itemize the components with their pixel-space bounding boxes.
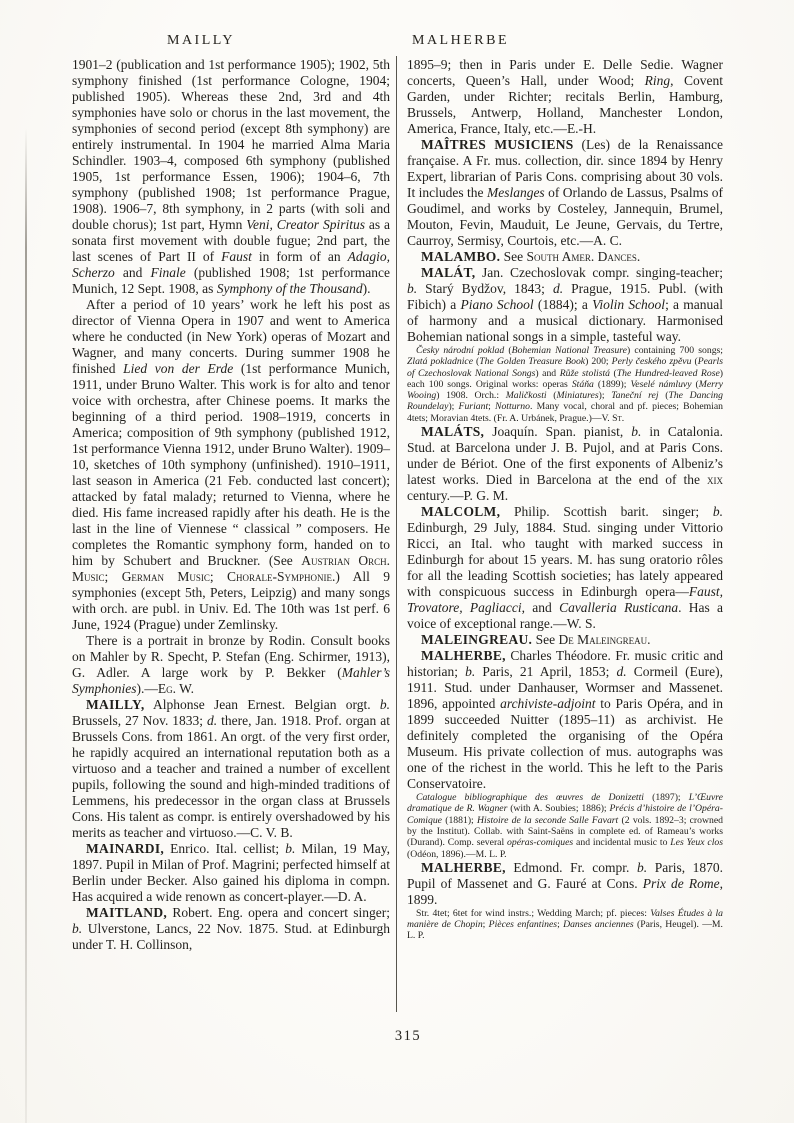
entry-malherbe-edmond: MALHERBE, Edmond. Fr. compr. b. Paris, 1870. Pupil of Massenet and G. Fauré at Cons. Prix de Rome, 1899. — [407, 859, 724, 907]
binding-gutter-shadow — [25, 128, 27, 1123]
page-number: 315 — [394, 1028, 422, 1044]
entry-malherbe-charles: MALHERBE, Charles Théodore. Fr. music critic and historian; b. Paris, 21 April, 1853; d. Cormeil (Eure), 1911. Stud. under Danhauser, Wormser and Massenet. 1896, appointed archiviste-adjoint to Paris Opéra, and in 1899 succeeded Nuitter (1895–11) as archivist. He definitely completed the organising of the Opéra Museum. His private collection of mus. autographs was one of the richest in the world. This he left to the Paris Conservatoire. — [407, 648, 723, 792]
entry-maitland: MAITLAND, Robert. Eng. opera and concert singer; b. Ulverstone, Lancs, 22 Nov. 1875. Stud. at Edinburgh under T. H. Collinson, — [72, 905, 390, 952]
text-column-left — [72, 57, 390, 953]
entry-maitres-musiciens: MAÎTRES MUSICIENS (Les) de la Renaissance française. A Fr. mus. collection, dir. since 1894 by Henry Expert, librarian of Paris Cons. comprising about 30 vols. It includes the Meslanges of Orlando de Lassus, Psalms of Goudimel, and works by Costeley, Jannequin, Brumel, Mouton, Fevin, Mauduit, Le Jeune, Gervais, du Tertre, Caurroy, Sermisy, Courtois, etc.—A. C. — [407, 137, 723, 248]
entry-malats: MALÁTS, Joaquín. Span. pianist, b. in Catalonia. Stud. at Barcelona under J. B. Pujol, and at Paris Cons. under de Bériot. One of the first exponents of Albeniz’s latest works. Died in Barcelona at the end of the xix century.—P. G. M. — [407, 424, 723, 504]
malat-works-small-print: Česky národní poklad (Bohemian National Treasure) containing 700 songs; Zlatá pokladnice (The Golden Treasure Book) 200; Perly českého zpěvu (Pearls of Czechoslovak National Songs) and Růže stolistá (The Hundred-leaved Rose) each 100 songs. Original works: operas Stáňa (1899); Veselé námluvy (Merry Wooing) 1908. Orch.: Maličkosti (Miniatures); Taneční rej (The Dancing Roundelay); Furiant; Notturno. Many vocal, choral and pf. pieces; Bohemian 4tets; Moravian 4tets. (Fr. A. Urbánek, Prague.)—V. St. — [407, 345, 724, 424]
entry-malcolm: MALCOLM, Philip. Scottish barit. singer; b. Edinburgh, 29 July, 1884. Stud. singing under Vittorio Ricci, an Ital. who taught with marked success in Edinburgh for about 15 years. M. has sung oratorio rôles for all the leading Scottish societies; has lately appeared with conspicuous success in Edinburgh opera—Faust, Trovatore, Pagliacci, and Cavalleria Rusticana. Has a voice of exceptional range.—W. S. — [407, 504, 723, 632]
mahler-portrait-paragraph: There is a portrait in bronze by Rodin. Consult books on Mahler by R. Specht, P. Stefan (Eng. Schirmer, 1913), G. Adler. A large work by P. Bekker (Mahler’s Symphonies).—Eg. W. — [72, 633, 390, 696]
continuation-paragraph: 1895–9; then in Paris under E. Delle Sedie. Wagner concerts, Queen’s Hall, under Wood; Ring, Covent Garden, under Richter; recitals Berlin, Hamburg, Brussels, Antwerp, Holland, Manchester London, America, France, Italy, etc.—E.-H. — [407, 57, 723, 136]
malherbe-charles-works-small-print: Catalogue bibliographique des œuvres de Donizetti (1897); L’Œuvre dramatique de R. Wagner (with A. Soubies; 1886); Précis d’histoire de l’Opéra-Comique (1881); Histoire de la seconde Salle Favart (2 vols. 1892–3; crowned by the Institut). Collab. with Saint-Saëns in complete ed. of Rameau’s works (Durand). Comp. several opéras-comiques and incidental music to Les Yeux clos (Odéon, 1896).—M. L. P. — [407, 792, 723, 860]
entry-mailly: MAILLY, Alphonse Jean Ernest. Belgian orgt. b. Brussels, 27 Nov. 1833; d. there, Jan. 1918. Prof. organ at Brussels Cons. from 1861. An orgt. of the very first order, he rapidly acquired an international reputation both as a virtuoso and a teacher and trained a number of excellent pupils, following the sound and high-minded traditions of Lemmens, his predecessor in the organ class at Brussels Cons. His talent as compr. is entirely overshadowed by his merits as teacher and virtuoso.—C. V. B. — [72, 697, 390, 840]
column-divider-rule — [396, 56, 397, 1012]
text-column-right — [407, 57, 723, 942]
mahler-continuation-paragraph: 1901–2 (publication and 1st performance 1905); 1902, 5th symphony finished (1st performance Cologne, 1904; published 1905). Whereas these 2nd, 3rd and 4th symphonies have solo or chorus in the last movement, the symphonies of second period (except 8th symphony) are entirely instrumental. In 1904 he married Alma Maria Schindler. 1903–4, composed 6th symphony (published 1905, 1st performance Essen, 1906); 1904–6, 7th symphony (published 1908; 1st performance Prague, 1908). 1906–7, 8th symphony, in 2 parts (with soli and double chorus); 1st part, Hymn Veni, Creator Spiritus as a sonata first movement with double fugue; 2nd part, the last scenes of Part II of Faust in form of an Adagio, Scherzo and Finale (published 1908; 1st performance Munich, 12 Sept. 1908, as Symphony of the Thousand). — [72, 57, 391, 296]
entry-maleingreau: MALEINGREAU. See De Maleingreau. — [421, 632, 651, 648]
entry-mainardi: MAINARDI, Enrico. Ital. cellist; b. Milan, 19 May, 1897. Pupil in Milan of Prof. Magrini; perfected himself at Berlin under Becker. Also gained his diploma in compn. Has acquired a wide renown as concert-player.—D. A. — [72, 841, 390, 904]
mahler-america-paragraph: After a period of 10 years’ work he left his post as director of Vienna Opera in 1907 and went to America where he conducted (in New York) operas of Mozart and Wagner, and many concerts. During summer 1908 he finished Lied von der Erde (1st performance Munich, 1911, under Bruno Walter. This work is for alto and tenor voice with orchestra, after Chinese poems. It marks the beginning of a third period. 1908–1919, concerts in America; composition of 9th symphony (published 1912, 1st performance Vienna 1912, under Bruno Walter). 1909–10, sketches of 10th symphony (unfinished). 1910–1911, last season in America (21 Feb. conducted last concert); attacked by fatal malady; returned to Vienna, where he died. His fame increased rapidly after his death. He is the last in the line of Viennese “ classical ” composers. He completes the Romantic symphony form, handed on to him by Schubert and Bruckner. (See Austrian Orch. Music; German Music; Chorale-Symphonie.) All 9 symphonies (except 5th, Peters, Leipzig) and many songs with orch. are publ. in Univ. Ed. The 10th was 1st perf. 6 June, 1924 (Prague) under Zemlinsky. — [72, 297, 391, 632]
running-head-left: MAILLY — [167, 33, 236, 48]
entry-malambo: MALAMBO. See South Amer. Dances. — [421, 249, 641, 264]
running-head-right: MALHERBE — [412, 33, 509, 48]
entry-malat: MALÁT, Jan. Czechoslovak compr. singing-teacher; b. Starý Bydžov, 1843; d. Prague, 1915. Publ. (with Fibich) a Piano School (1884); a Violin School; a manual of harmony and a musical dictionary. Harmonised Bohemian national songs in a simple, tasteful way. — [407, 265, 723, 344]
malherbe-edmond-works-small-print: Str. 4tet; 6tet for wind instrs.; Wedding March; pf. pieces: Valses Études à la manière de Chopin; Pièces enfantines; Danses anciennes (Paris, Heugel). —M. L. P. — [407, 907, 723, 942]
